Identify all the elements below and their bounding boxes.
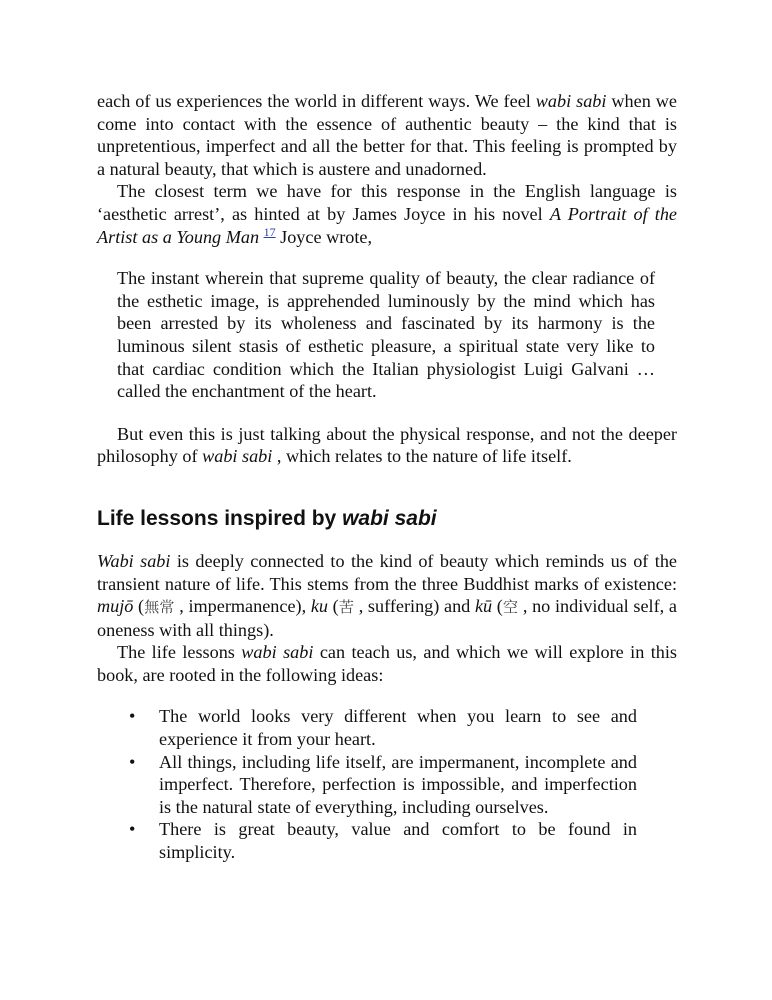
- italic-term: wabi sabi: [202, 446, 273, 467]
- text: The closest term we have for this response in the English language is ‘aesthetic arrest’, as hinted at by James Joyce in his novel: [97, 181, 677, 224]
- italic-term: wabi sabi: [535, 91, 607, 111]
- text: , impermanence),: [174, 596, 311, 617]
- bullet-icon: •: [129, 819, 136, 840]
- bullet-list: [97, 705, 677, 863]
- list-item-text: There is great beauty, value and comfort to be found in simplicity.: [159, 819, 637, 863]
- text: (: [133, 596, 145, 617]
- block-quote: [117, 267, 655, 403]
- paragraph-5: [97, 641, 677, 686]
- bullet-icon: •: [129, 706, 136, 727]
- text: (: [327, 596, 339, 617]
- book-title: A Portrait of the Artist as a Young Man: [97, 203, 678, 247]
- text: The life lessons: [117, 642, 242, 663]
- paragraph-4: [97, 550, 677, 641]
- italic-term: wabi sabi: [241, 642, 314, 663]
- text: can teach us, and which we will explore in this book, are rooted in the following ideas:: [97, 642, 677, 685]
- text: , no individual self, a oneness with all things).: [97, 596, 677, 640]
- text: each of us experiences the world in different ways. We feel: [97, 91, 536, 111]
- italic-term: Wabi sabi: [97, 550, 171, 571]
- page-body: [97, 90, 677, 864]
- list-item-text: The world looks very different when you learn to see and experience it from your heart.: [159, 706, 637, 750]
- text: when we come into contact with the essence of authentic beauty – the kind that is unpretentious, imperfect and all the better for that. This feeling is prompted by a natural beauty, that which is austere and unadorned.: [97, 91, 677, 179]
- text: Joyce wrote,: [275, 226, 373, 247]
- footnote-link[interactable]: 17: [263, 224, 276, 239]
- text: But even this is just talking about the physical response, and not the deeper philosophy of: [97, 423, 677, 467]
- quote-text: The instant wherein that supreme quality of beauty, the clear radiance of the esthetic image, is apprehended luminously by the mind which has been arrested by its wholeness and fascinated by its harmony is the luminous silent stasis of esthetic pleasure, a spiritual state very like to that cardiac condition which the Italian physiologist Luigi Galvani … called the enchantment of the heart.: [117, 268, 655, 402]
- paragraph-1: [97, 90, 677, 180]
- heading-italic: wabi sabi: [342, 506, 437, 530]
- italic-term: ku: [310, 596, 328, 617]
- kanji-kuu: 空: [502, 598, 519, 617]
- bullet-icon: •: [129, 751, 136, 772]
- text: is deeply connected to the kind of beauty which reminds us of the transient nature of life. This stems from the three Buddhist marks of existence:: [97, 550, 677, 594]
- paragraph-3: [97, 423, 677, 468]
- text: (: [492, 596, 503, 617]
- list-item: [97, 751, 637, 819]
- text: , suffering) and: [354, 596, 475, 617]
- list-item-text: All things, including life itself, are impermanent, incomplete and imperfect. Therefore, perfection is impossible, and imperfection is the natural state of everything, including ourselves.: [159, 751, 637, 817]
- heading-text: Life lessons inspired by: [97, 506, 343, 530]
- italic-term: mujō: [97, 596, 134, 617]
- kanji-mujo: 無常: [144, 598, 175, 617]
- paragraph-2: [97, 180, 677, 248]
- kanji-ku: 苦: [338, 598, 355, 617]
- list-item: [97, 818, 637, 863]
- section-heading: [97, 506, 677, 532]
- list-item: [97, 705, 637, 750]
- text: , which relates to the nature of life itself.: [272, 446, 572, 467]
- italic-term: kū: [474, 596, 493, 617]
